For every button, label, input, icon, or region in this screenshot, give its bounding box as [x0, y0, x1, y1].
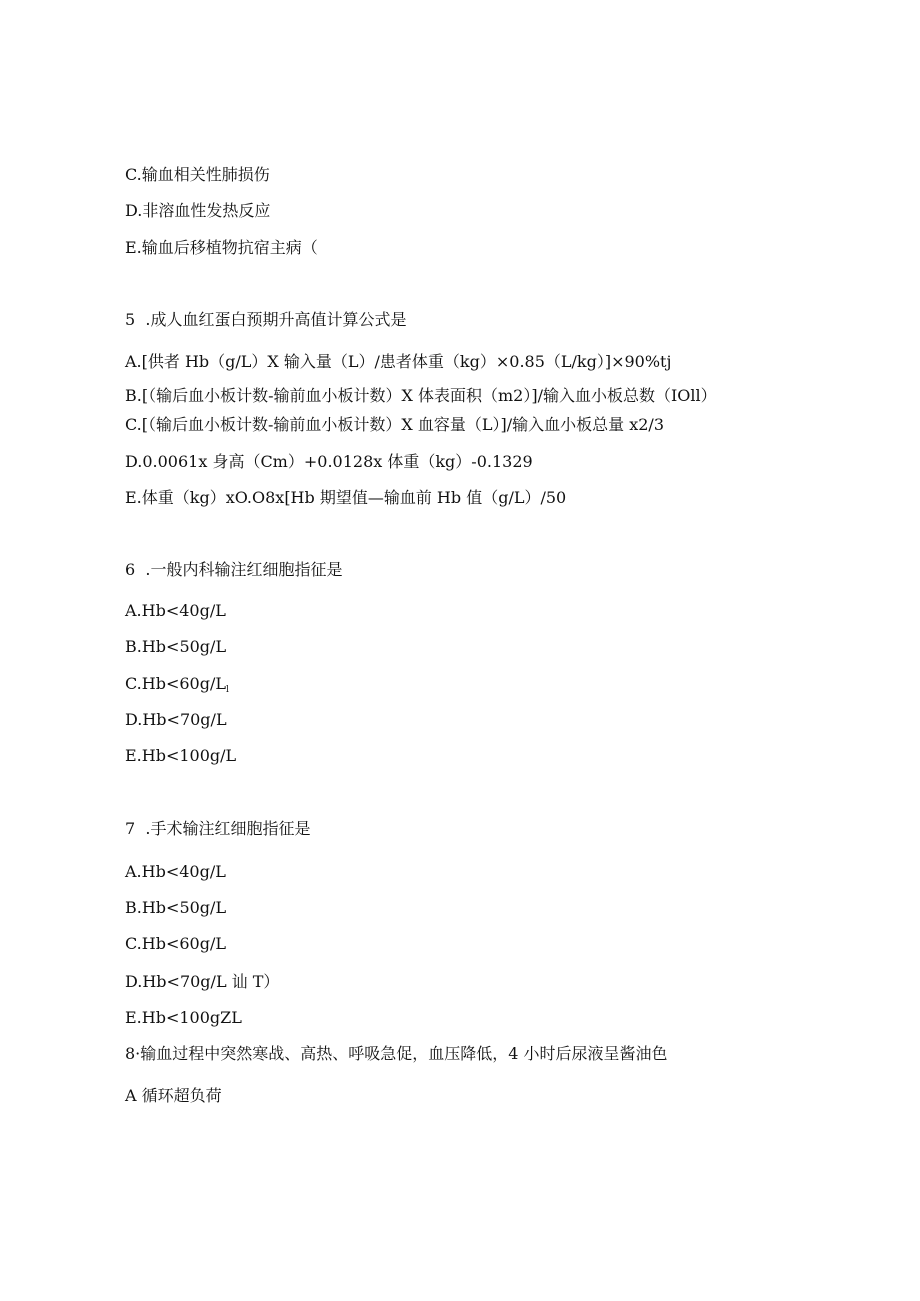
q7-option-e: E.Hb<100gZL — [125, 1008, 242, 1027]
q6-stem: 6 .一般内科输注红细胞指征是 — [125, 560, 343, 579]
q4-option-c: C.输血相关性肺损伤 — [125, 165, 270, 184]
q6-option-c-mark: l — [225, 685, 229, 695]
q5-option-d: D.0.0061x 身高（Cm）+0.0128x 体重（kg）-0.1329 — [125, 452, 533, 471]
q7-stem: 7 .手术输注红细胞指征是 — [125, 819, 311, 838]
q5-stem: 5 .成人血红蛋白预期升高值计算公式是 — [125, 310, 407, 329]
q6-option-d: D.Hb<70g/L — [125, 710, 227, 729]
q7-option-c: C.Hb<60g/L — [125, 934, 226, 953]
q7-option-b: B.Hb<50g/L — [125, 898, 227, 917]
q4-option-d: D.非溶血性发热反应 — [125, 201, 271, 220]
q5-option-a: A.[供者 Hb（g/L）X 输入量（L）/患者体重（kg）×0.85（L/kg）]×90%tj — [125, 352, 672, 371]
q8-stem: 8·输血过程中突然寒战、高热、呼吸急促，血压降低，4 小时后尿液呈酱油色 — [125, 1044, 668, 1063]
q6-option-c-text: C.Hb<60g/L — [125, 674, 226, 693]
q5-option-b: B.[（输后血小板计数-输前血小板计数）X 体表面积（m2）]/输入血小板总数（IOll） — [125, 386, 717, 405]
q5-option-c: C.[（输后血小板计数-输前血小板计数）X 血容量（L）]/输入血小板总量 x2/3 — [125, 415, 665, 434]
q6-option-a: A.Hb<40g/L — [125, 601, 226, 620]
q6-option-c — [125, 674, 229, 700]
q6-option-e: E.Hb<100g/L — [125, 746, 237, 765]
q7-option-d: D.Hb<70g/L 讪 T） — [125, 972, 280, 991]
q5-option-e: E.体重（kg）xO.O8x[Hb 期望值—输血前 Hb 值（g/L）/50 — [125, 488, 567, 507]
q4-option-e: E.输血后移植物抗宿主病（ — [125, 238, 318, 257]
q8-option-a: A 循环超负荷 — [125, 1086, 222, 1105]
q6-option-b: B.Hb<50g/L — [125, 637, 227, 656]
q7-option-a: A.Hb<40g/L — [125, 862, 226, 881]
